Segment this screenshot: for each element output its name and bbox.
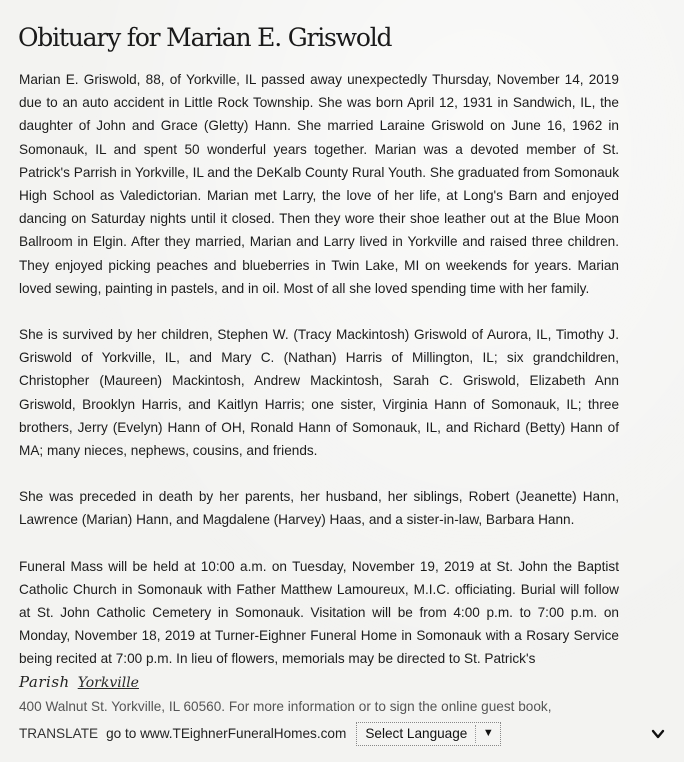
dropdown-arrow-icon: ▼ [482, 727, 494, 740]
document-tail [19, 671, 619, 746]
paragraph-text: She is survived by her children, Stephen W. (Tracy Mackintosh) Griswold of Aurora, IL, Timothy J. Griswold of Yorkville, IL, and Mary C. (Nathan) Harris of Millington, IL; six grandchildren, Christopher (Maureen) Mackintosh, Andrew Mackintosh, Sarah C. Griswold, Elizabeth Ann Griswold, Brooklyn Harris, and Kaitlyn Harris; one sister, Virginia Hann of Somonauk, IL; three brothers, Jerry (Evelyn) Hann of OH, Ronald Hann of Somonauk, IL, and Richard (Betty) Hann of MA; many nieces, nephews, cousins, and friends. [19, 327, 619, 459]
document-title: Obituary for Marian E. Griswold [18, 23, 392, 52]
paragraph-text: She was preceded in death by her parents, her husband, her siblings, Robert (Jeanette) Hann, Lawrence (Marian) Hann, and Magdalene (Harvey) Haas, and a sister-in-law, Barbara Hann. [19, 489, 619, 528]
select-language-dropdown[interactable] [356, 722, 501, 746]
paragraph-text: Marian E. Griswold, 88, of Yorkville, IL passed away unexpectedly Thursday, November 14, 2019 due to an auto accident in Little Rock Township. She was born April 12, 1931 in Sandwich, IL, the daughter of John and Grace (Gletty) Hann. She married Laraine Griswold on June 16, 1962 in Somonauk, IL and spent 50 wonderful years together. Marian was a devoted member of St. Patrick's Parrish in Yorkville, IL and the DeKalb County Rural Youth. She graduated from Somonauk High School as Valedictorian. Marian met Larry, the love of her life, at Long's Barn and enjoyed dancing on Saturday nights until it closed. Then they wore their shoe leather out at the Blue Moon Ballroom in Elgin. After they married, Marian and Larry lived in Yorkville and raised three children. They enjoyed picking peaches and blueberries in Twin Lake, MI on weekends for years. Marian loved sewing, painting in pastels, and in oil. Most of all she loved spending time with her family. [19, 72, 619, 296]
translate-overlay-text: TRANSLATE [19, 726, 99, 742]
obituary-paragraph-services [19, 555, 619, 671]
dropdown-divider [475, 725, 476, 743]
handwritten-note-parish: Parish [19, 672, 70, 691]
obituary-paragraph-survivors [19, 323, 619, 462]
handwritten-note-yorkville: Yorkville [77, 674, 139, 691]
faded-address-line: 400 Walnut St. Yorkville, IL 60560. For more information or to sign the online guest book, [19, 698, 552, 714]
obituary-paragraph-preceded [19, 485, 619, 531]
paragraph-text: Funeral Mass will be held at 10:00 a.m. on Tuesday, November 19, 2019 at St. John the Baptist Catholic Church in Somonauk with Father Matthew Lamoureux, M.I.C. officiating. Burial will follow at St. John Catholic Cemetery in Somonauk. Visitation will be from 4:00 p.m. to 7:00 p.m. on Monday, November 18, 2019 at Turner-Eighner Funeral Home in Somonauk with a Rosary Service being recited at 7:00 p.m. In lieu of flowers, memorials may be directed to St. Patrick's [19, 558, 619, 667]
bottom-row [19, 722, 665, 746]
address-row [19, 671, 619, 718]
chevron-down-icon[interactable] [651, 727, 665, 741]
obituary-paragraph-intro [19, 68, 619, 300]
select-language-label: Select Language [365, 726, 468, 742]
website-link-text[interactable]: go to www.TEighnerFuneralHomes.com [106, 726, 347, 742]
